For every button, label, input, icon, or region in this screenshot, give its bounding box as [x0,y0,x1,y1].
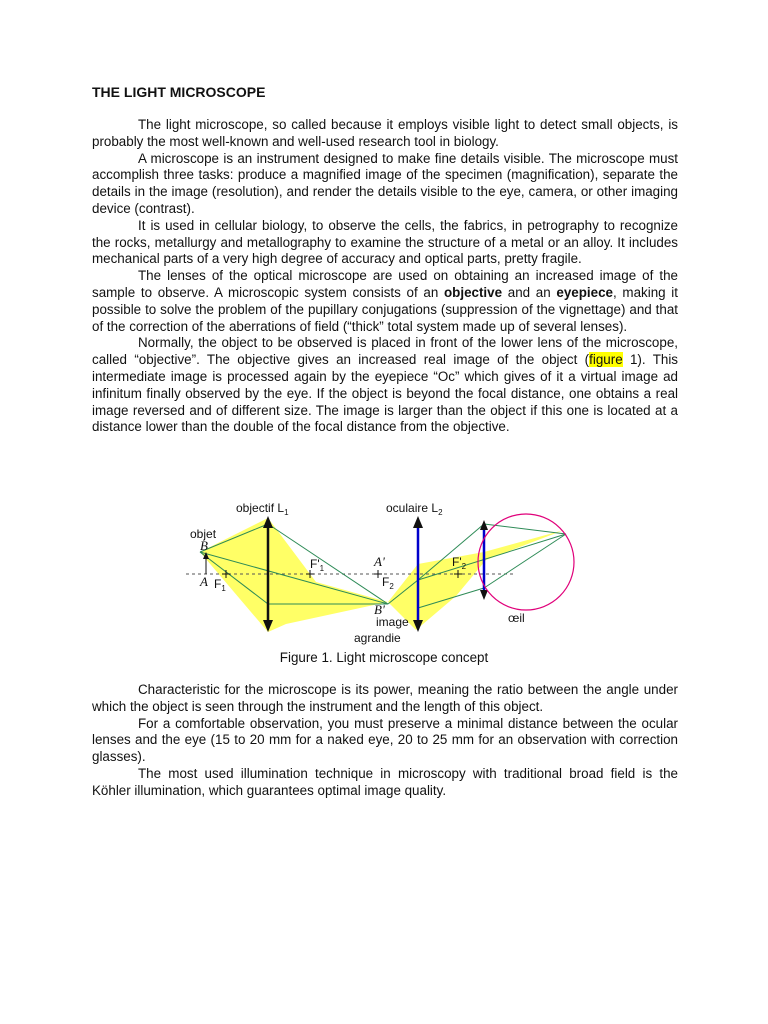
text-run: and an [502,284,557,300]
figure-link[interactable]: figure [589,352,623,368]
label-objet: objet [190,527,217,541]
paragraph-power: Characteristic for the microscope is its power, meaning the ratio between the angle under which the object is seen through the instrument and the length of this object. [92,682,678,714]
paragraph-lenses [92,268,678,335]
microscope-diagram [186,500,578,650]
text-run: 1). This intermediate image is processed again by the eyepiece “Oc” which gives of it a virtual image ad infinitum finally observed by the eye. If the object is beyond the focal distance, one obtains a real image reversed and of different size. The image is larger than the object if this one is located at a distance lower than the double of the focal distance from the objective. [92,352,679,435]
text-run: The lenses of the optical microscope are used on obtaining an increased image of the sample to observe. A microscopic system consists of an [92,268,678,300]
text-run: Normally, the object to be observed is placed in front of the lower lens of the microscope, called “objective”. The objective gives an increased real image of the object ( [92,335,678,368]
paragraph-definition: A microscope is an instrument designed to make fine details visible. The microscope must accomplish three tasks: produce a magnified image of the specimen (magnification), separate the details in the image (resolution), and render the details visible to the eye, camera, or other imaging device (contrast). [92,150,678,216]
lens-eyepiece-top-arrow [413,516,423,528]
label-objectif: objectif $L_1$ [236,501,289,517]
beam-eyepiece [388,530,564,630]
term-objective: objective [444,284,503,300]
label-B: B [200,538,208,553]
label-B-prime: B' [374,602,385,617]
label-F1-prime: $F'_1$ [310,557,325,573]
eye-lens-bottom-arrow [480,590,488,600]
paragraph-intro: The light microscope, so called because it employs visible light to detect small objects, is probably the most well-known and well-used research tool in biology. [92,117,678,149]
label-image: image [376,615,409,629]
eye-lens-top-arrow [480,520,488,530]
document-body-continued [92,682,678,800]
diagram-svg [186,500,578,650]
text-run: , making it possible to solve the problem of the pupillary conjugations (suppression of the vignettage) and that of the correction of the aberrations of field (“thick” total system made up of several lenses). [92,284,678,334]
beam-objective [200,518,388,632]
paragraph-uses: It is used in cellular biology, to observe the cells, the fabrics, in petrography to recognize the rocks, metallurgy and metallography to examine the structure of a metal or an alloy. It includes mechanical parts of a very high degree of accuracy and optical parts, pretty fragile. [92,217,678,267]
label-F2: $F_2$ [382,575,394,591]
label-oeil: œil [508,611,525,625]
paragraph-image-formation [92,335,678,436]
term-eyepiece: eyepiece [556,284,613,300]
label-A: A [200,574,208,589]
label-F1: $F_1$ [214,577,226,593]
label-F2-prime: $F'_2$ [452,555,467,571]
paragraph-distance: For a comfortable observation, you must preserve a minimal distance between the ocular lenses and the eye (15 to 20 mm for a naked eye, 20 to 25 mm for an observation with correction glasses). [92,715,678,765]
page-title: THE LIGHT MICROSCOPE [92,84,266,100]
label-oculaire: oculaire $L_2$ [386,501,443,517]
figure-caption: Figure 1. Light microscope concept [279,650,489,665]
label-agrandie: agrandie [354,631,401,645]
paragraph-illumination: The most used illumination technique in microscopy with traditional broad field is the Köhler illumination, which guarantees optimal image quality. [92,765,678,798]
document-body [92,84,678,436]
eye-circle [478,514,574,610]
label-A-prime: A' [374,554,385,569]
